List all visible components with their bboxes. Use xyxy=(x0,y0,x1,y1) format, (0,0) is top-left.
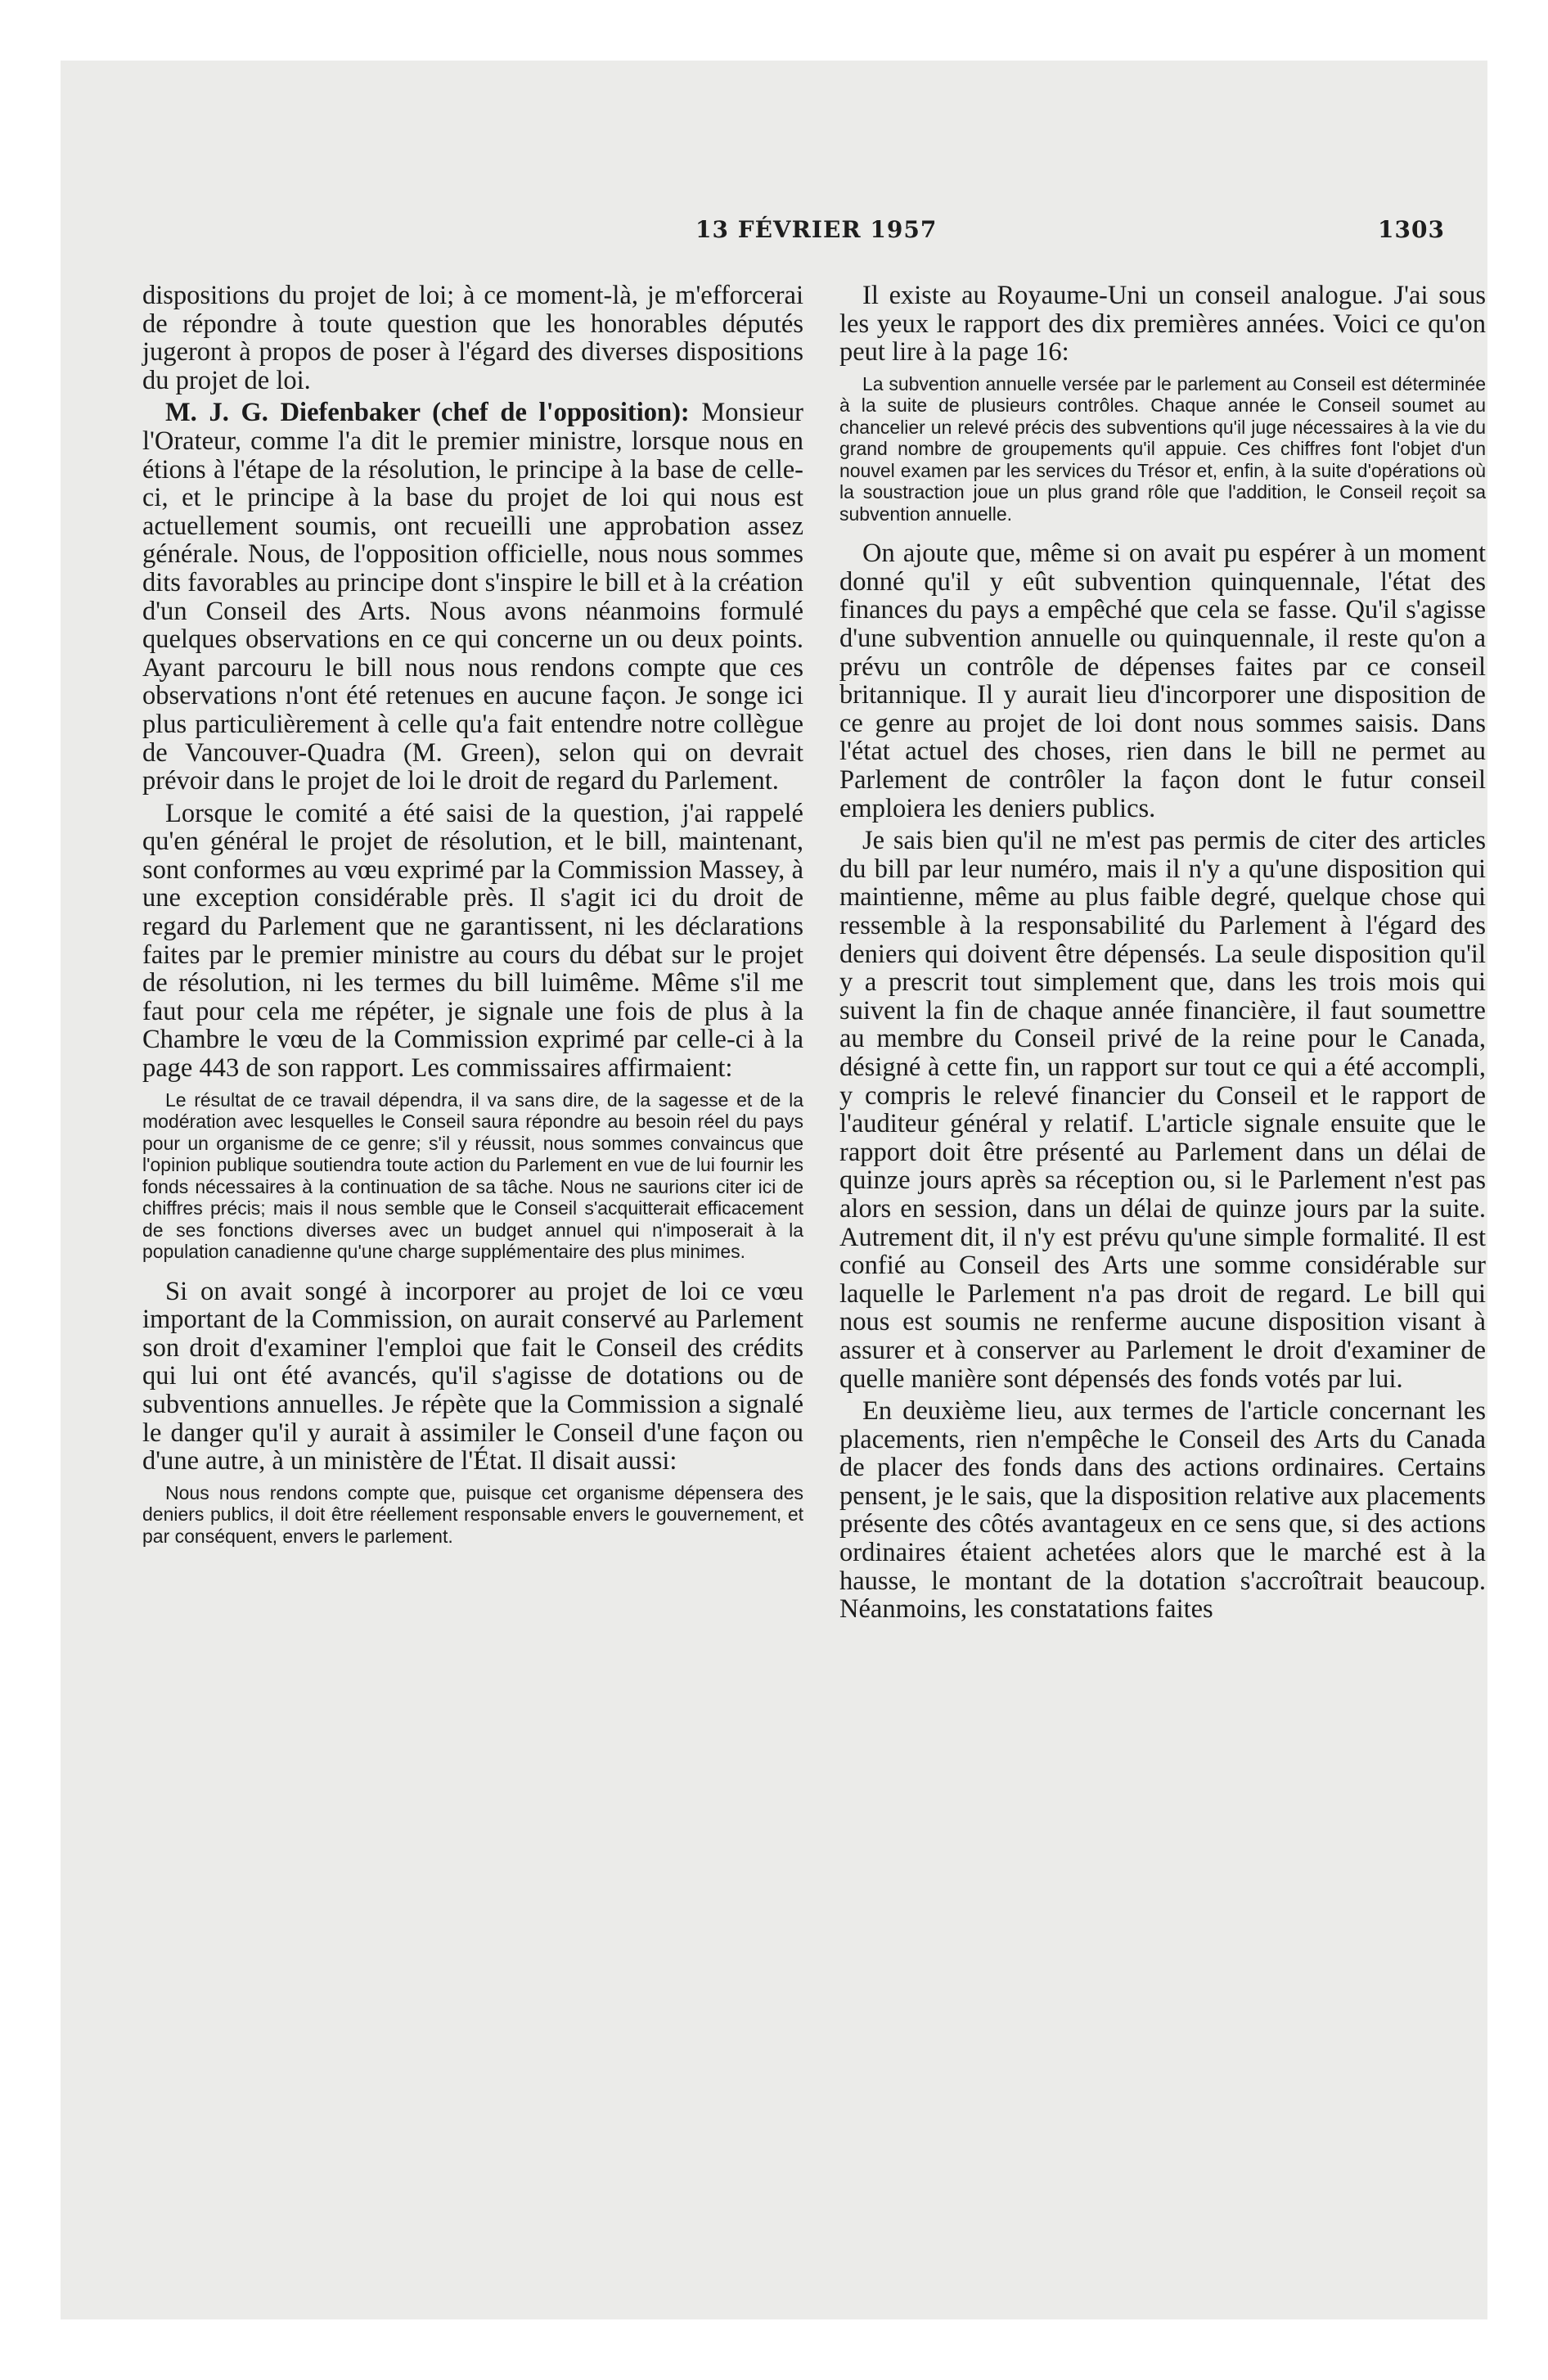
body-paragraph: En deuxième lieu, aux termes de l'article concernant les placements, rien n'empêche le Conseil des Arts du Canada de placer des fonds dans des actions ordinaires. Certains pensent, je le sais, que la disposition relative aux placements présente des côtés avantageux en ce sens que, si des actions ordinaires étaient achetées alors que le marché est à la hausse, le montant de la dotation s'accroîtrait beaucoup. Néanmoins, les constatations faites xyxy=(839,1396,1486,1625)
body-paragraph: Si on avait songé à incorporer au projet de loi ce vœu important de la Commission, on aurait conservé au Parlement son droit d'examiner l'emploi que fait le Conseil des crédits qui lui ont été avancés, qu'il s'agisse de dotations ou de subventions annuelles. Je répète que la Commission a signalé le danger qu'il y aurait à assimiler le Conseil d'une façon ou d'une autre, à un ministère de l'État. Il disait aussi: xyxy=(142,1276,803,1476)
block-quote: Nous nous rendons compte que, puisque cet organisme dépensera des deniers publics, il doit être réellement responsable envers le gouvernement, et par conséquent, envers le parlement. xyxy=(142,1481,803,1547)
speech-paragraph xyxy=(142,399,803,795)
speaker-name: M. J. G. Diefenbaker (chef de l'opposition): xyxy=(165,398,690,428)
right-column xyxy=(839,282,1486,1628)
block-quote: Le résultat de ce travail dépendra, il va sans dire, de la sagesse et de la modération avec lesquelles le Conseil saura répondre au besoin réel du pays pour un organisme de ce genre; s'il y réussit, nous sommes convaincus que l'opinion publique soutiendra toute action du Parlement en vue de lui fournir les fonds nécessaires à la continuation de sa tâche. Nous ne saurions citer ici de chiffres précis; mais il nous semble que le Conseil s'acquitterait efficacement de ses fonctions diverses avec un budget annuel qui n'imposerait à la population canadienne qu'une charge supplémentaire des plus minimes. xyxy=(142,1089,803,1263)
body-paragraph: Lorsque le comité a été saisi de la question, j'ai rappelé qu'en général le projet de résolution, et le bill, maintenant, sont conformes au vœu exprimé par la Commission Massey, à une exception considérable près. Il s'agit ici du droit de regard du Parlement que ne garantissent, ni les déclarations faites par le premier ministre au cours du débat sur le projet de résolution, ni les termes du bill luimême. Même s'il me faut pour cela me répéter, je signale une fois de plus à la Chambre le vœu de la Commission exprimé par celle-ci à la page 443 de son rapport. Les commissaires affirmaient: xyxy=(142,798,803,1084)
page-date-header: 13 FÉVRIER 1957 xyxy=(695,216,938,243)
scanned-page xyxy=(61,61,1487,2319)
speech-text: Monsieur l'Orateur, comme l'a dit le premier ministre, lorsque nous en étions à l'étape de la résolution, le principe à la base de celle-ci, et le principe à la base du projet de loi qui nous est actuellement soumis, ont recueilli une approbation assez générale. Nous, de l'opposition officielle, nous nous sommes dits favorables au principe dont s'inspire le bill et à la création d'un Conseil des Arts. Nous avons néanmoins formulé quelques observations en ce qui concerne un ou deux points. Ayant parcouru le bill nous nous rendons compte que ces observations n'ont été retenues en aucune façon. Je songe ici plus particulièrement à celle qu'a fait entendre notre collègue de Vancouver-Quadra (M. Green), selon qui on devrait prévoir dans le projet de loi le droit de regard du Parlement. xyxy=(142,398,803,796)
body-paragraph: dispositions du projet de loi; à ce moment-là, je m'efforcerai de répondre à toute question que les honorables députés jugeront à propos de poser à l'égard des diverses dispositions du projet de loi. xyxy=(142,281,803,395)
body-paragraph: Il existe au Royaume-Uni un conseil analogue. J'ai sous les yeux le rapport des dix premières années. Voici ce qu'on peut lire à la page 16: xyxy=(839,281,1486,367)
body-paragraph: On ajoute que, même si on avait pu espérer à un moment donné qu'il y eût subvention quinquennale, l'état des finances du pays a empêché que cela se fasse. Qu'il s'agisse d'une subvention annuelle ou quinquennale, il reste qu'on a prévu un contrôle de dépenses faites par ce conseil britannique. Il y aurait lieu d'incorporer une disposition de ce genre au projet de loi dont nous sommes saisis. Dans l'état actuel des choses, rien dans le bill ne permet au Parlement de contrôler la façon dont le futur conseil emploiera les deniers publics. xyxy=(839,539,1486,823)
left-column xyxy=(142,282,803,1562)
page-number: 1303 xyxy=(1378,216,1445,243)
block-quote: La subvention annuelle versée par le parlement au Conseil est déterminée à la suite de plusieurs contrôles. Chaque année le Conseil soumet au chancelier un relevé précis des subventions qu'il juge nécessaires à la vie du grand nombre de groupements qu'il appuie. Ces chiffres font l'objet d'un nouvel examen par les services du Trésor et, enfin, à la suite d'opérations où la soustraction joue un plus grand rôle que l'addition, le Conseil reçoit sa subvention annuelle. xyxy=(839,372,1486,525)
body-paragraph: Je sais bien qu'il ne m'est pas permis de citer des articles du bill par leur numéro, mais il n'y a qu'une disposition qui maintienne, même au plus faible degré, quelque chose qui ressemble à la responsabilité du Parlement à l'égard des deniers qui doivent être dépensés. La seule disposition qu'il y a prescrit tout simplement que, dans les trois mois qui suivent la fin de chaque année financière, il faut soumettre au membre du Conseil privé de la reine pour le Canada, désigné à cette fin, un rapport sur tout ce qui a été accompli, y compris le relevé financier du Conseil et le rapport de l'auditeur général y relatif. L'article signale ensuite que le rapport doit être présenté au Parlement dans un délai de quinze jours après sa réception ou, si le Parlement n'est pas alors en session, dans un délai de quinze jours par la suite. Autrement dit, il n'y est prévu qu'une simple formalité. Il est confié au Conseil des Arts une somme considérable sur laquelle le Parlement n'a pas droit de regard. Le bill qui nous est soumis ne renferme aucune disposition visant à assurer et à conserver au Parlement le droit d'examiner de quelle manière sont dépensés des fonds votés par lui. xyxy=(839,826,1486,1394)
